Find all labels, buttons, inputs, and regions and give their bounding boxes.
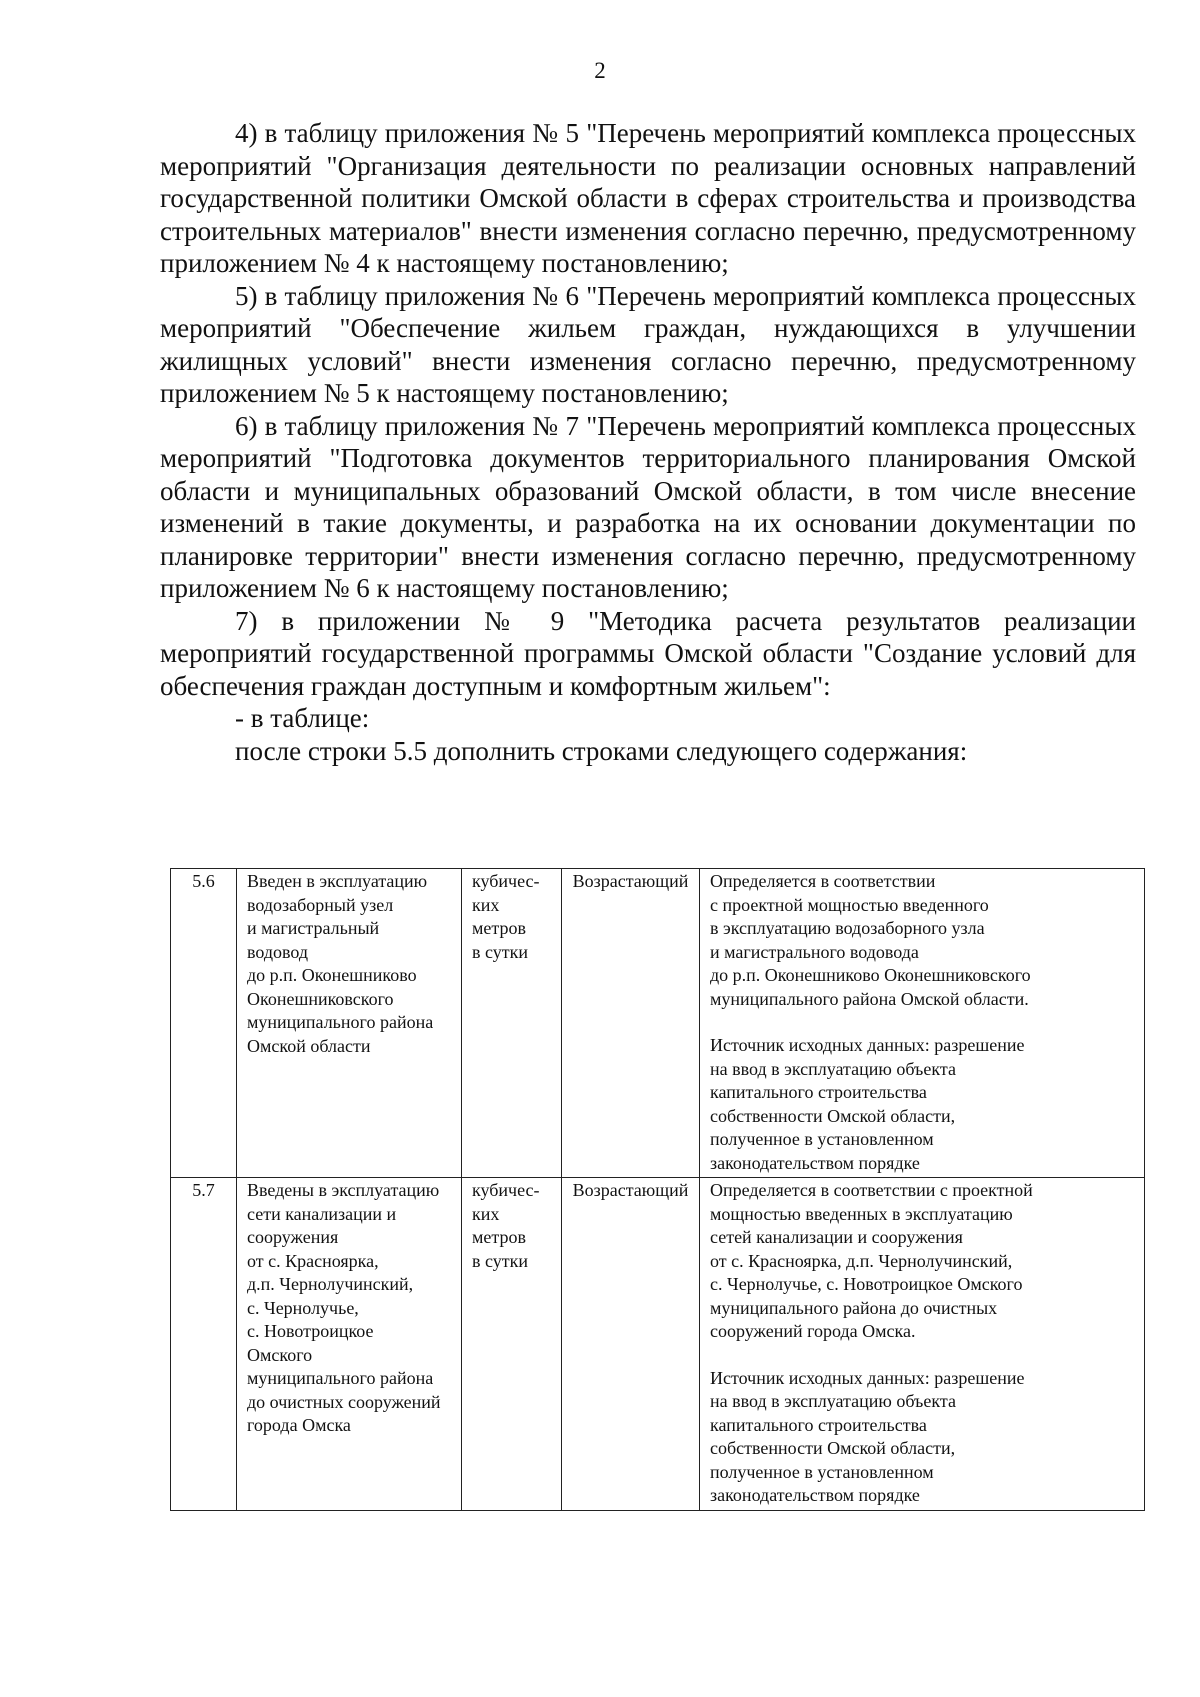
unit-of-measure: кубичес- ких метров в сутки	[462, 869, 562, 1178]
result-name: Введены в эксплуатацию сети канализации и сооружения от с. Красноярка, д.п. Чернолучинский, с. Чернолучье, с. Новотроицкое Омского муниципального района до очистных сооружений города Омска	[237, 1178, 462, 1511]
page-number: 2	[594, 58, 606, 83]
row-number: 5.7	[171, 1178, 237, 1511]
document-body	[160, 117, 1136, 767]
value-direction: Возрастающий	[562, 869, 700, 1178]
paragraph-in-table: - в таблице:	[235, 703, 370, 733]
data-source: Источник исходных данных: разрешение на ввод в эксплуатацию объекта капитального строительства собственности Омской области, полученное в установленном законодательством порядке	[710, 1035, 1025, 1173]
paragraph-after-row: после строки 5.5 дополнить строками следующего содержания:	[235, 735, 968, 766]
row-number: 5.6	[171, 869, 237, 1178]
table-row	[171, 869, 1145, 1178]
amendment-table	[170, 868, 1145, 1511]
paragraph-item-5: 5) в таблицу приложения № 6 "Перечень мероприятий комплекса процессных мероприятий "Обеспечение жильем граждан, нуждающихся в улучшении жилищных условий" внести изменения согласно перечню, предусмотренному приложением № 5 к настоящему постановлению;	[160, 280, 1136, 408]
calculation-method: Определяется в соответствии с проектной мощностью введенных в эксплуатацию сетей канализации и сооружения от с. Красноярка, д.п. Чернолучинский, с. Чернолучье, с. Новотроицкое Омского муниципального района до очистных сооружений города Омска.	[710, 1180, 1033, 1341]
paragraph-item-6: 6) в таблицу приложения № 7 "Перечень мероприятий комплекса процессных мероприятий "Подготовка документов территориального планирования Омской области и муниципальных образований Омской области, в том числе внесение изменений в такие документы, и разработка на их основании документации по планировке территории" внести изменения согласно перечню, предусмотренному приложением № 6 к настоящему постановлению;	[160, 410, 1136, 603]
value-direction: Возрастающий	[562, 1178, 700, 1511]
data-source: Источник исходных данных: разрешение на ввод в эксплуатацию объекта капитального строительства собственности Омской области, полученное в установленном законодательством порядке	[710, 1367, 1025, 1505]
calculation-method-cell	[700, 869, 1145, 1178]
unit-of-measure: кубичес- ких метров в сутки	[462, 1178, 562, 1511]
result-name: Введен в эксплуатацию водозаборный узел и магистральный водовод до р.п. Оконешниково Оконешниковского муниципального района Омской области	[237, 869, 462, 1178]
paragraph-item-4: 4) в таблицу приложения № 5 "Перечень мероприятий комплекса процессных мероприятий "Организация деятельности по реализации основных направлений государственной политики Омской области в сферах строительства и производства строительных материалов" внести изменения согласно перечню, предусмотренному приложением № 4 к настоящему постановлению;	[160, 118, 1136, 278]
table-row	[171, 1178, 1145, 1511]
calculation-method: Определяется в соответствии с проектной мощностью введенного в эксплуатацию водозаборного узла и магистрального водовода до р.п. Оконешниково Оконешниковского муниципального района Омской области.	[710, 871, 1031, 1009]
calculation-method-cell	[700, 1178, 1145, 1511]
paragraph-item-7: 7) в приложении № 9 "Методика расчета результатов реализации мероприятий государственной программы Омской области "Создание условий для обеспечения граждан доступным и комфортным жильем":	[160, 605, 1136, 701]
